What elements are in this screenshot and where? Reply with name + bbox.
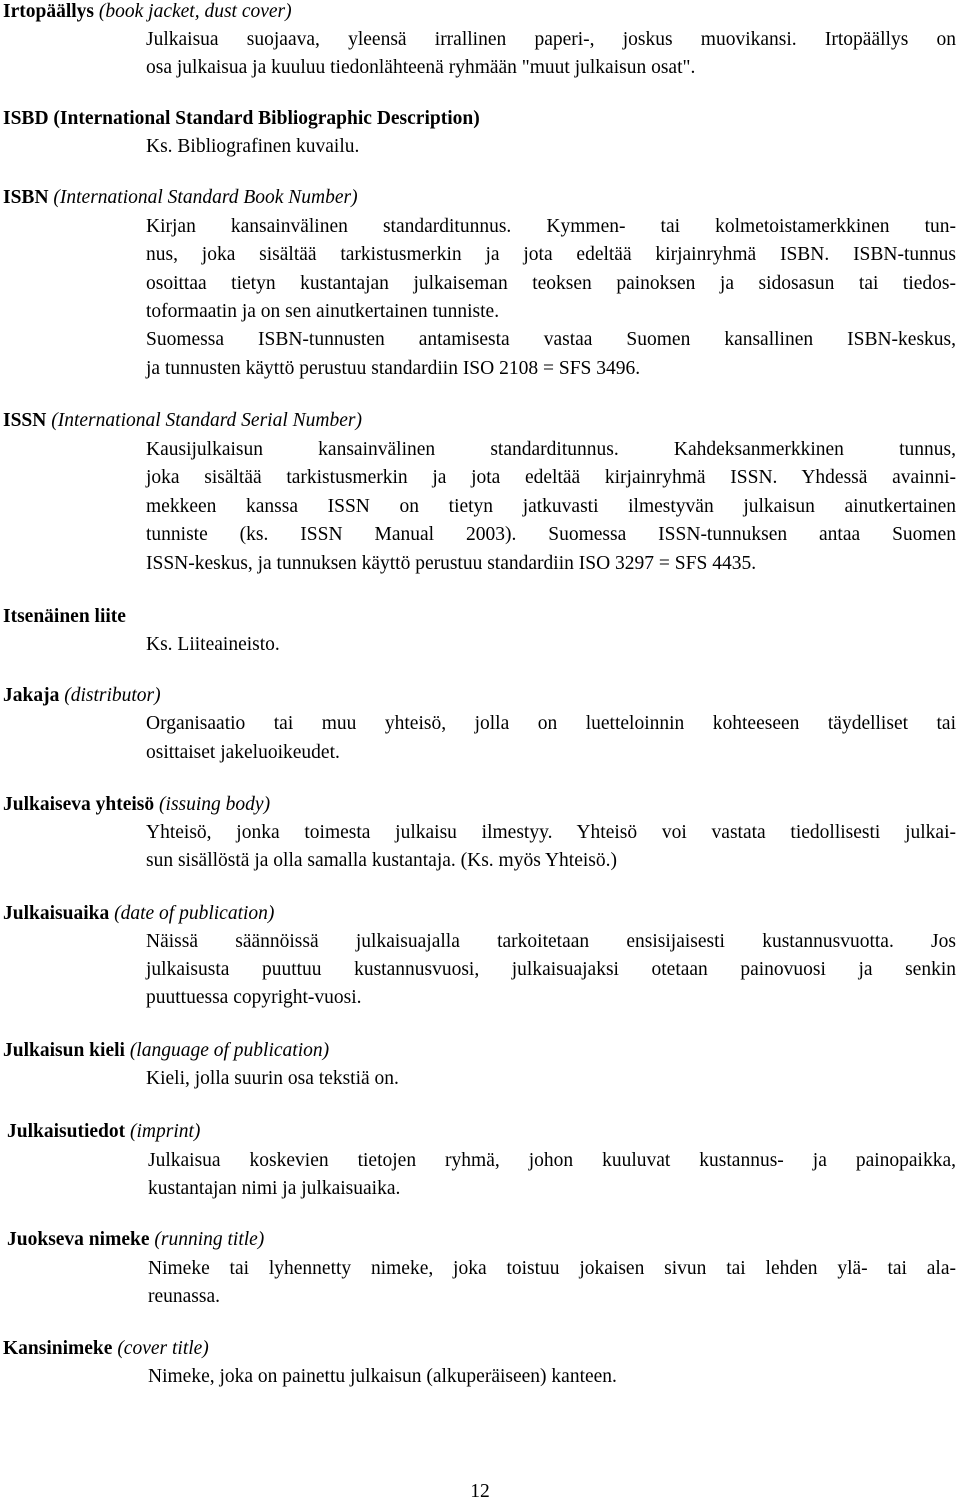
entry-term: Julkaisun kieli [3, 1040, 125, 1061]
definition-line: Suomessa ISBN-tunnusten antamisesta vastaa Suomen kansallinen ISBN-keskus, [146, 329, 956, 350]
entry-term: Jakaja [3, 685, 60, 706]
entry-english-term: (International Standard Serial Number) [51, 410, 362, 431]
entry-heading [3, 411, 362, 431]
definition-line: Julkaisua koskevien tietojen ryhmä, johon kuuluvat kustannus- ja painopaikka, [148, 1150, 956, 1171]
entry-term: Julkaisuaika [3, 903, 110, 924]
entry-english-term: (cover title) [117, 1338, 209, 1359]
entry-term: Juokseva nimeke [7, 1229, 150, 1250]
definition-line: joka sisältää tarkistusmerkin ja jota edeltää kirjainryhmä ISSN. Yhdessä avainni- [146, 467, 956, 488]
definition-line: Ks. Liiteaineisto. [146, 634, 280, 655]
entry-english-term: (distributor) [64, 685, 161, 706]
definition-line: tunniste (ks. ISSN Manual 2003). Suomessa ISSN-tunnuksen antaa Suomen [146, 524, 956, 545]
definition-line: ja tunnusten käyttö perustuu standardiin ISO 2108 = SFS 3496. [146, 358, 641, 379]
entry-term: Kansinimeke [3, 1338, 113, 1359]
entry-heading [3, 1339, 209, 1359]
definition-line: sun sisällöstä ja olla samalla kustantaja. (Ks. myös Yhteisö.) [146, 850, 617, 871]
entry-heading [3, 2, 292, 22]
definition-line: mekkeen kanssa ISSN on tietyn jatkuvasti ilmestyvän julkaisun ainutkertainen [146, 496, 956, 517]
definition-line: Organisaatio tai muu yhteisö, jolla on luetteloinnin kohteeseen täydelliset tai [146, 713, 956, 734]
entry-term: ISSN [3, 410, 47, 431]
entry-heading [3, 1041, 329, 1061]
definition-line: kustantajan nimi ja julkaisuaika. [148, 1178, 401, 1199]
entry-heading [3, 188, 358, 208]
entry-term: ISBD (International Standard Bibliographic Description) [3, 108, 480, 129]
entry-english-term: (International Standard Book Number) [53, 187, 358, 208]
definition-line: toformaatin ja on sen ainutkertainen tunniste. [146, 301, 500, 322]
entry-term: Irtopäällys [3, 1, 95, 22]
page-number: 12 [470, 1481, 490, 1502]
entry-english-term: (running title) [154, 1229, 265, 1250]
definition-line: osa julkaisua ja kuuluu tiedonlähteenä ryhmään "muut julkaisun osat". [146, 57, 696, 78]
definition-line: nus, joka sisältää tarkistusmerkin ja jota edeltää kirjainryhmä ISBN. ISBN-tunnus [146, 244, 956, 265]
entry-heading [3, 607, 126, 627]
entry-term: Itsenäinen liite [3, 606, 126, 627]
definition-line: Nimeke tai lyhennetty nimeke, joka toistuu jokaisen sivun tai lehden ylä- tai ala- [148, 1258, 956, 1279]
entry-heading [7, 1230, 264, 1250]
definition-line: julkaisusta puuttuu kustannusvuosi, julkaisuajaksi otetaan painovuosi ja senkin [146, 959, 956, 980]
definition-line: Nimeke, joka on painettu julkaisun (alkuperäiseen) kanteen. [148, 1366, 617, 1387]
entry-english-term: (date of publication) [114, 903, 275, 924]
entry-english-term: (imprint) [130, 1121, 201, 1142]
definition-line: Ks. Bibliografinen kuvailu. [146, 136, 360, 157]
definition-line: osoittaa tietyn kustantajan julkaiseman teoksen painoksen ja sidosasun tai tiedos- [146, 273, 956, 294]
entry-english-term: (language of publication) [129, 1040, 330, 1061]
entry-english-term: (book jacket, dust cover) [98, 1, 292, 22]
entry-term: ISBN [3, 187, 49, 208]
definition-line: Kausijulkaisun kansainvälinen standarditunnus. Kahdeksanmerkkinen tunnus, [146, 439, 956, 460]
entry-heading [7, 1122, 200, 1142]
definition-line: reunassa. [148, 1286, 221, 1307]
definition-line: Näissä säännöissä julkaisuajalla tarkoitetaan ensisijaisesti kustannusvuotta. Jos [146, 931, 956, 952]
definition-line: osittaiset jakeluoikeudet. [146, 742, 340, 763]
entry-heading [3, 904, 274, 924]
entry-term: Julkaiseva yhteisö [3, 794, 155, 815]
entry-heading [3, 795, 270, 815]
definition-line: puuttuessa copyright-vuosi. [146, 987, 362, 1008]
definition-line: Julkaisua suojaava, yleensä irrallinen paperi-, joskus muovikansi. Irtopäällys on [146, 29, 956, 50]
definition-line: Yhteisö, jonka toimesta julkaisu ilmestyy. Yhteisö voi vastata tiedollisesti julkai- [146, 822, 956, 843]
entry-term: Julkaisutiedot [7, 1121, 126, 1142]
definition-line: Kirjan kansainvälinen standarditunnus. Kymmen- tai kolmetoistamerkkinen tun- [146, 216, 956, 237]
definition-line: Kieli, jolla suurin osa tekstiä on. [146, 1068, 399, 1089]
entry-english-term: (issuing body) [159, 794, 271, 815]
entry-heading [3, 109, 480, 129]
definition-line: ISSN-keskus, ja tunnuksen käyttö perustuu standardiin ISO 3297 = SFS 4435. [146, 553, 757, 574]
entry-heading [3, 686, 161, 706]
